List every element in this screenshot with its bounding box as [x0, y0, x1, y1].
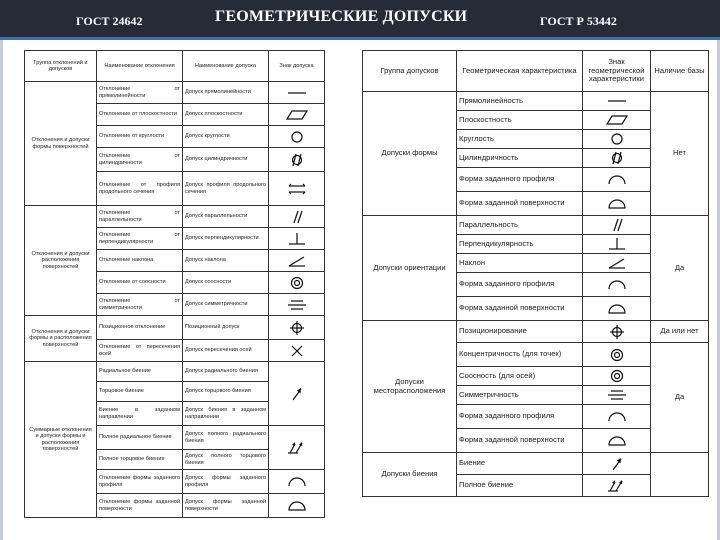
symbol-cell [583, 149, 651, 168]
table-row [25, 316, 325, 340]
profile-surface-icon [583, 302, 650, 316]
symbol-cell [269, 316, 325, 340]
symbol-cell [583, 429, 651, 453]
group-cell-loc: Допуски месторасположения [363, 321, 457, 453]
symbol-cell [583, 111, 651, 130]
base-cell: Да [651, 216, 709, 321]
column-header: Группа отклонений и допусков [25, 51, 97, 82]
tolerance-cell: Допуск соосности [183, 272, 269, 294]
characteristic-cell: Форма заданной поверхности [457, 429, 583, 453]
coaxiality-icon [583, 369, 650, 383]
tolerance-cell: Допуск полного радиального биения [183, 426, 269, 450]
deviation-cell: Отклонение от плоскостности [97, 104, 183, 126]
group-cell-orient: Допуски ориентации [363, 216, 457, 321]
characteristic-cell: Наклон [457, 254, 583, 273]
table-row [363, 216, 709, 235]
symbol-cell [583, 343, 651, 367]
gost-24642-table [24, 50, 325, 518]
characteristic-cell: Форма заданной поверхности [457, 192, 583, 216]
deviation-cell: Отклонение формы заданной поверхности [97, 494, 183, 518]
header-divider [0, 37, 720, 40]
profile-surface-icon [583, 434, 650, 448]
angularity-icon [269, 254, 324, 268]
axes-intersection-icon [269, 344, 324, 358]
header-bar [0, 0, 720, 40]
coaxiality-icon [269, 276, 324, 290]
characteristic-cell: Позиционирование [457, 321, 583, 343]
parallelism-icon [269, 210, 324, 224]
tolerance-cell: Допуск плоскостности [183, 104, 269, 126]
perpendicularity-icon [269, 232, 324, 246]
symbol-cell [269, 148, 325, 172]
characteristic-cell: Биение [457, 453, 583, 475]
deviation-cell: Отклонение формы заданного профиля [97, 470, 183, 494]
symbol-cell [583, 235, 651, 254]
deviation-cell: Отклонение от круглости [97, 126, 183, 148]
cylindricity-icon [583, 151, 650, 165]
characteristic-cell: Форма заданной поверхности [457, 297, 583, 321]
tolerance-cell: Допуск круглости [183, 126, 269, 148]
table-row [25, 206, 325, 228]
flatness-icon [269, 108, 324, 122]
tolerance-cell: Допуск биения в заданном направлении [183, 402, 269, 426]
straightness-icon [269, 86, 324, 100]
column-header: Группа допусков [363, 51, 457, 92]
base-cell: Нет [651, 92, 709, 216]
deviation-cell: Отклонение от параллельности [97, 206, 183, 228]
symbol-cell [583, 405, 651, 429]
symbol-cell [583, 192, 651, 216]
deviation-cell: Полное торцовое биение [97, 450, 183, 470]
symbol-cell [269, 126, 325, 148]
straightness-icon [583, 94, 650, 108]
symbol-cell [583, 386, 651, 405]
group-cell-loc: Отклонения и допуски формы и расположения поверхностей [25, 316, 97, 362]
tolerance-cell: Допуск торцового биения [183, 382, 269, 402]
parallelism-icon [583, 218, 650, 232]
symbol-cell [269, 228, 325, 250]
symbol-cell [583, 273, 651, 297]
roundness-icon [269, 130, 324, 144]
symbol-cell [583, 321, 651, 343]
position-icon [583, 325, 650, 339]
characteristic-cell: Перпендикулярность [457, 235, 583, 254]
roundness-icon [583, 132, 650, 146]
deviation-cell: Отклонение от перпендикулярности [97, 228, 183, 250]
symbol-cell [583, 216, 651, 235]
symbol-cell [583, 254, 651, 273]
tolerance-cell: Допуск перпендикулярности [183, 228, 269, 250]
profile-line-icon [583, 173, 650, 187]
base-cell: Да или нет [651, 321, 709, 343]
deviation-cell: Радиальное биение [97, 362, 183, 382]
base-cell [651, 453, 709, 497]
characteristic-cell: Полное биение [457, 475, 583, 497]
deviation-cell: Отклонение от пересечения осей [97, 340, 183, 362]
symmetry-icon [583, 388, 650, 402]
symbol-cell [269, 206, 325, 228]
column-header: Знак геометрической характеристики [583, 51, 651, 92]
runout-icon [583, 457, 650, 471]
symbol-cell [583, 92, 651, 111]
tolerance-cell: Допуск цилиндричности [183, 148, 269, 172]
symmetry-icon [269, 298, 324, 312]
group-cell-total: Суммарные отклонения и допуски формы и расположения поверхностей [25, 362, 97, 518]
page-title: ГЕОМЕТРИЧЕСКИЕ ДОПУСКИ [215, 8, 468, 25]
runout-icon [269, 387, 324, 401]
group-cell-orient: Отклонения и допуски расположения поверхностей [25, 206, 97, 316]
profile-section-icon [269, 182, 324, 196]
deviation-cell: Отклонение наклона [97, 250, 183, 272]
tolerance-cell: Допуск радиального биения [183, 362, 269, 382]
characteristic-cell: Цилиндричность [457, 149, 583, 168]
symbol-cell [269, 104, 325, 126]
tolerance-cell: Допуск пересечения осей [183, 340, 269, 362]
characteristic-cell: Форма заданного профиля [457, 405, 583, 429]
symbol-cell [269, 426, 325, 470]
table-row [363, 321, 709, 343]
symbol-cell [269, 340, 325, 362]
deviation-cell: Отклонение от цилиндричности [97, 148, 183, 172]
symbol-cell [583, 130, 651, 149]
base-cell: Да [651, 343, 709, 453]
symbol-cell [269, 362, 325, 426]
deviation-cell: Отклонение от профиля продольного сечения [97, 172, 183, 206]
deviation-cell: Позиционное отклонение [97, 316, 183, 340]
characteristic-cell: Форма заданного профиля [457, 273, 583, 297]
profile-line-icon [583, 278, 650, 292]
characteristic-cell: Симметричность [457, 386, 583, 405]
deviation-cell: Отклонение от прямолинейности [97, 82, 183, 104]
symbol-cell [269, 494, 325, 518]
deviation-cell: Отклонение от соосности [97, 272, 183, 294]
characteristic-cell: Круглость [457, 130, 583, 149]
symbol-cell [269, 250, 325, 272]
deviation-cell: Биение в заданном направлении [97, 402, 183, 426]
group-cell-form: Допуски формы [363, 92, 457, 216]
characteristic-cell: Параллельность [457, 216, 583, 235]
column-header: Наименование отклонения [97, 51, 183, 82]
characteristic-cell: Концентричность (для точек) [457, 343, 583, 367]
symbol-cell [269, 172, 325, 206]
tolerance-cell: Допуск профиля продольного сечения [183, 172, 269, 206]
group-cell-runout: Допуски биения [363, 453, 457, 497]
symbol-cell [583, 453, 651, 475]
total-runout-icon [269, 441, 324, 455]
tolerance-cell: Допуск наклона [183, 250, 269, 272]
profile-surface-icon [583, 197, 650, 211]
deviation-cell: Отклонение от симметричности [97, 294, 183, 316]
symbol-cell [269, 470, 325, 494]
characteristic-cell: Форма заданного профиля [457, 168, 583, 192]
column-header: Наименование допуска [183, 51, 269, 82]
cylindricity-icon [269, 153, 324, 167]
symbol-cell [583, 297, 651, 321]
table-row [363, 453, 709, 475]
column-header: Наличие базы [651, 51, 709, 92]
table-header-row [25, 51, 325, 82]
angularity-icon [583, 256, 650, 270]
tolerance-cell: Допуск формы заданного профиля [183, 470, 269, 494]
column-header: Геометрическая характеристика [457, 51, 583, 92]
concentricity-icon [583, 348, 650, 362]
table-row [25, 82, 325, 104]
profile-line-icon [583, 410, 650, 424]
symbol-cell [583, 367, 651, 386]
profile-line-icon [269, 475, 324, 489]
flatness-icon [583, 113, 650, 127]
gost-r-53442-table [362, 50, 709, 497]
profile-surface-icon [269, 499, 324, 513]
tolerance-cell: Допуск параллельности [183, 206, 269, 228]
tolerance-cell: Позиционный допуск [183, 316, 269, 340]
symbol-cell [269, 272, 325, 294]
frame-left [0, 40, 3, 540]
table-header-row [363, 51, 709, 92]
group-cell-form: Отклонения и допуски формы поверхностей [25, 82, 97, 206]
table-row [25, 362, 325, 382]
deviation-cell: Торцовое биение [97, 382, 183, 402]
symbol-cell [269, 82, 325, 104]
symbol-cell [583, 168, 651, 192]
tolerance-cell: Допуск симметричности [183, 294, 269, 316]
deviation-cell: Полное радиальное биение [97, 426, 183, 450]
characteristic-cell: Соосность (для осей) [457, 367, 583, 386]
characteristic-cell: Прямолинейность [457, 92, 583, 111]
tolerance-cell: Допуск полного торцового биения [183, 450, 269, 470]
tolerance-cell: Допуск формы заданной поверхности [183, 494, 269, 518]
standard-label-right: ГОСТ Р 53442 [540, 14, 617, 28]
position-icon [269, 321, 324, 335]
symbol-cell [269, 294, 325, 316]
table-row [363, 92, 709, 111]
symbol-cell [583, 475, 651, 497]
standard-label-left: ГОСТ 24642 [76, 14, 143, 28]
characteristic-cell: Плоскостность [457, 111, 583, 130]
tolerance-cell: Допуск прямолинейности [183, 82, 269, 104]
perpendicularity-icon [583, 237, 650, 251]
column-header: Знак допуска [269, 51, 325, 82]
total-runout-icon [583, 479, 650, 493]
